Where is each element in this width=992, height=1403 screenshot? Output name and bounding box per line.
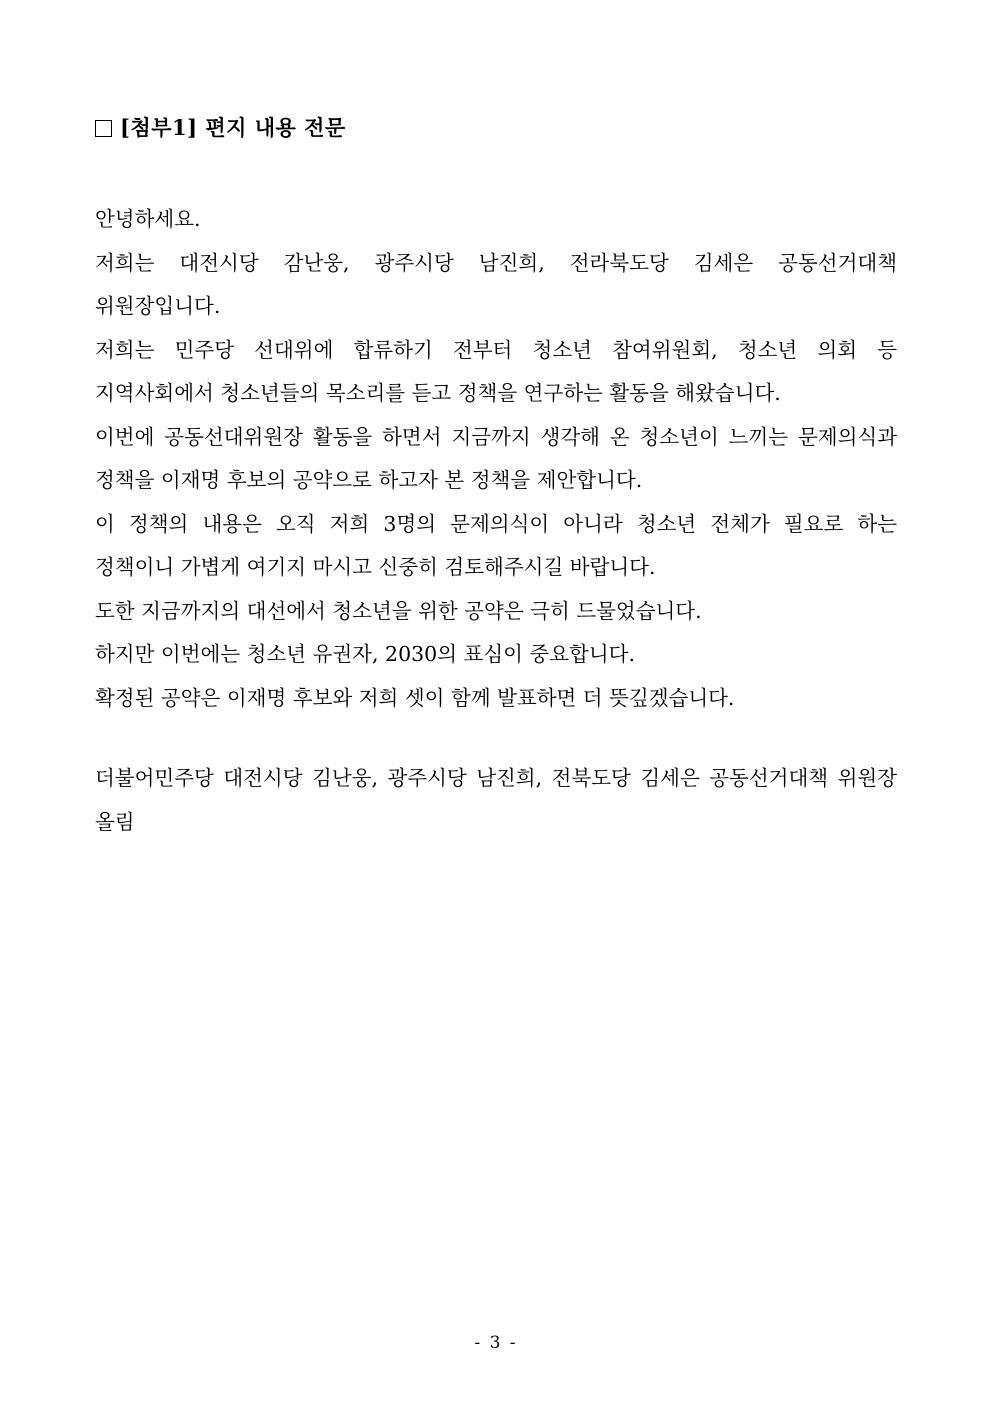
letter-paragraph-greeting: 안녕하세요. [95,207,201,231]
letter-signature: 더불어민주당 대전시당 김난웅, 광주시당 남진희, 전북도당 김세은 공동선거대책 위원장 올림 [95,766,897,834]
letter-paragraph-background: 저희는 민주당 선대위에 합류하기 전부터 청소년 참여위원회, 청소년 의회 등 지역사회에서 청소년들의 목소리를 듣고 정책을 연구하는 활동을 해왔습니다. [95,337,897,405]
letter-paragraph-request: 이 정책의 내용은 오직 저희 3명의 문제의식이 아니라 청소년 전체가 필요로 하는 정책이니 가볍게 여기지 마시고 신중히 검토해주시길 바랍니다. [95,511,897,579]
page-number: - 3 - [474,1333,518,1353]
letter-paragraph-importance: 하지만 이번에는 청소년 유권자, 2030의 표심이 중요합니다. [95,642,635,666]
letter-paragraph-introduction: 저희는 대전시당 감난웅, 광주시당 남진희, 전라북도당 김세은 공동선거대책 위원장입니다. [95,250,897,318]
heading-text: [첨부1] 편지 내용 전문 [120,115,346,140]
letter-paragraph-proposal: 이번에 공동선대위원장 활동을 하면서 지금까지 생각해 온 청소년이 느끼는 문제의식과 정책을 이재명 후보의 공약으로 하고자 본 정책을 제안합니다. [95,424,897,492]
letter-body [95,198,897,720]
letter-paragraph-closing: 확정된 공약은 이재명 후보와 저희 셋이 함께 발표하면 더 뜻깊겠습니다. [95,685,735,710]
letter-paragraph-history: 도한 지금까지의 대선에서 청소년을 위한 공약은 극히 드물었습니다. [95,598,702,623]
attachment-heading [95,112,346,142]
checkbox-square-icon [95,120,112,137]
